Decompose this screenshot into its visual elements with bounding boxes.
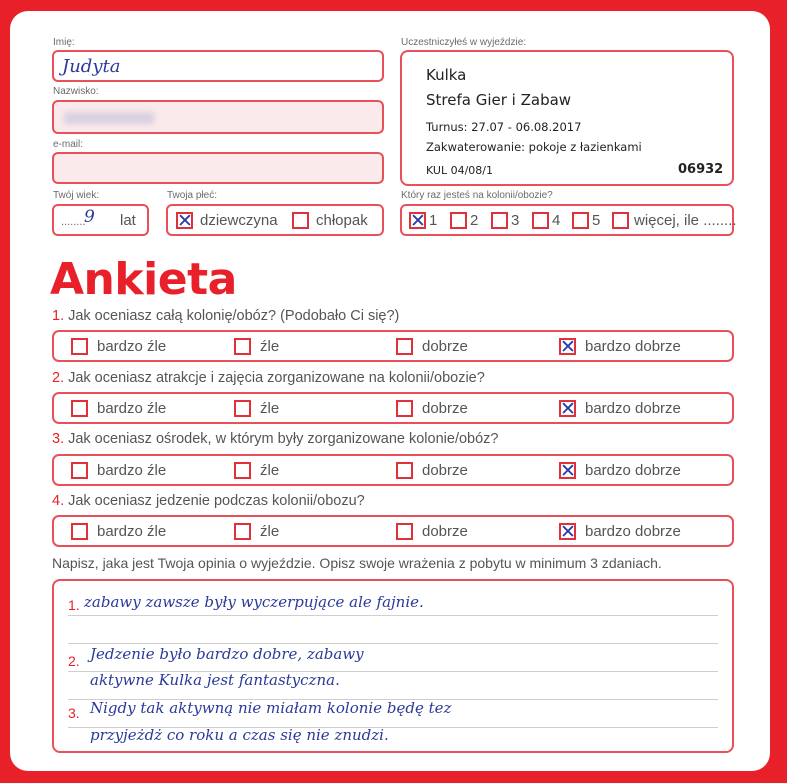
q4-option-2-label: źle — [260, 523, 280, 540]
female-checkbox[interactable] — [176, 212, 193, 229]
q2-option-1-checkbox[interactable] — [71, 400, 88, 417]
answer-3-line-1: Nigdy tak aktywną nie miałam kolonie będę tez — [90, 699, 452, 717]
question-3 — [52, 431, 498, 447]
trip-code: KUL 04/08/1 — [426, 164, 493, 177]
q1-option-1-checkbox[interactable] — [71, 338, 88, 355]
trip-turnus: Turnus: 27.07 - 06.08.2017 — [426, 120, 582, 134]
survey-form — [10, 11, 770, 771]
name-value: Judyta — [62, 56, 121, 77]
answer-2-line-2: aktywne Kulka jest fantastyczna. — [90, 671, 340, 689]
q1-option-3-label: dobrze — [422, 338, 468, 355]
question-4 — [52, 493, 365, 509]
opinion-answers-box[interactable] — [52, 579, 734, 753]
q3-option-1-checkbox[interactable] — [71, 462, 88, 479]
question-1-text: Jak oceniasz całą kolonię/obóz? (Podobało Ci się?) — [68, 308, 400, 324]
q1-option-3-checkbox[interactable] — [396, 338, 413, 355]
question-4-text: Jak oceniasz jedzenie podczas kolonii/obozu? — [68, 493, 365, 509]
answer-2-number: 2. — [68, 653, 80, 669]
question-3-number: 3. — [52, 431, 65, 447]
q2-option-4-checkbox[interactable] — [559, 400, 576, 417]
answer-2-line-1: Jedzenie było bardzo dobre, zabawy — [90, 645, 364, 663]
time-2-checkbox[interactable] — [450, 212, 467, 229]
surname-field[interactable] — [52, 100, 384, 134]
time-2-label: 2 — [470, 212, 479, 229]
trip-accommodation: Zakwaterowanie: pokoje z łazienkami — [426, 140, 642, 154]
age-dots: ........ — [61, 216, 86, 228]
age-suffix: lat — [120, 212, 136, 229]
time-5-checkbox[interactable] — [572, 212, 589, 229]
q4-option-3-label: dobrze — [422, 523, 468, 540]
q1-option-2-checkbox[interactable] — [234, 338, 251, 355]
q4-option-4-label: bardzo dobrze — [585, 523, 681, 540]
question-1-number: 1. — [52, 308, 65, 324]
q1-option-2-label: źle — [260, 338, 280, 355]
question-2-text: Jak oceniasz atrakcje i zajęcia zorganizowane na kolonii/obozie? — [68, 370, 485, 386]
q2-option-1-label: bardzo źle — [97, 400, 167, 417]
q4-option-1-checkbox[interactable] — [71, 523, 88, 540]
q1-option-4-label: bardzo dobrze — [585, 338, 681, 355]
name-field[interactable] — [52, 50, 384, 82]
question-2-number: 2. — [52, 370, 65, 386]
q2-option-2-label: źle — [260, 400, 280, 417]
q3-option-1-label: bardzo źle — [97, 462, 167, 479]
answer-line — [68, 643, 718, 644]
age-label: Twój wiek: — [53, 190, 100, 201]
trip-number: 06932 — [678, 162, 724, 177]
q2-option-4-label: bardzo dobrze — [585, 400, 681, 417]
question-1 — [52, 308, 399, 324]
question-3-text: Jak oceniasz ośrodek, w którym były zorganizowane kolonie/obóz? — [68, 431, 499, 447]
q1-option-4-checkbox[interactable] — [559, 338, 576, 355]
time-4-checkbox[interactable] — [532, 212, 549, 229]
q4-option-4-checkbox[interactable] — [559, 523, 576, 540]
q3-option-3-label: dobrze — [422, 462, 468, 479]
q2-option-3-checkbox[interactable] — [396, 400, 413, 417]
name-label: Imię: — [53, 37, 75, 48]
answer-1-number: 1. — [68, 597, 80, 613]
email-label: e-mail: — [53, 139, 84, 150]
time-1-checkbox[interactable] — [409, 212, 426, 229]
female-label: dziewczyna — [200, 212, 278, 229]
time-5-label: 5 — [592, 212, 601, 229]
gender-field — [166, 204, 384, 236]
time-more-checkbox[interactable] — [612, 212, 629, 229]
answer-line — [68, 615, 718, 616]
q4-option-2-checkbox[interactable] — [234, 523, 251, 540]
age-value: 9 — [84, 207, 95, 227]
surname-label: Nazwisko: — [53, 86, 99, 97]
answer-3-line-2: przyjeżdż co roku a czas się nie znudzi. — [90, 726, 389, 744]
q3-option-2-checkbox[interactable] — [234, 462, 251, 479]
trips-label: Uczestniczyłeś w wyjeździe: — [401, 37, 527, 48]
time-4-label: 4 — [552, 212, 561, 229]
opinion-prompt: Napisz, jaka jest Twoja opinia o wyjeździe. Opisz swoje wrażenia z pobytu w minimum 3 zdaniach. — [52, 555, 662, 571]
question-2-options — [52, 392, 734, 424]
time-1-label: 1 — [429, 212, 438, 229]
q4-option-3-checkbox[interactable] — [396, 523, 413, 540]
blurred-surname — [64, 112, 154, 124]
trip-info-box — [400, 50, 734, 186]
trip-name: Kulka — [426, 66, 467, 84]
question-4-options — [52, 515, 734, 547]
which-time-label: Który raz jesteś na kolonii/obozie? — [401, 190, 553, 201]
question-4-number: 4. — [52, 493, 65, 509]
male-checkbox[interactable] — [292, 212, 309, 229]
q2-option-3-label: dobrze — [422, 400, 468, 417]
q2-option-2-checkbox[interactable] — [234, 400, 251, 417]
gender-label: Twoja płeć: — [167, 190, 218, 201]
q3-option-3-checkbox[interactable] — [396, 462, 413, 479]
time-more-label: więcej, ile ........ — [634, 212, 737, 229]
time-3-checkbox[interactable] — [491, 212, 508, 229]
answer-3-number: 3. — [68, 705, 80, 721]
answer-1-line-1: zabawy zawsze były wyczerpujące ale fajnie. — [84, 593, 424, 611]
male-label: chłopak — [316, 212, 368, 229]
time-3-label: 3 — [511, 212, 520, 229]
trip-subtitle: Strefa Gier i Zabaw — [426, 91, 572, 109]
age-field[interactable] — [52, 204, 149, 236]
q3-option-4-checkbox[interactable] — [559, 462, 576, 479]
q3-option-4-label: bardzo dobrze — [585, 462, 681, 479]
email-field[interactable] — [52, 152, 384, 184]
question-2 — [52, 370, 485, 386]
q4-option-1-label: bardzo źle — [97, 523, 167, 540]
question-1-options — [52, 330, 734, 362]
survey-title: Ankieta — [50, 254, 237, 305]
q3-option-2-label: źle — [260, 462, 280, 479]
question-3-options — [52, 454, 734, 486]
which-time-field — [400, 204, 737, 236]
q1-option-1-label: bardzo źle — [97, 338, 167, 355]
